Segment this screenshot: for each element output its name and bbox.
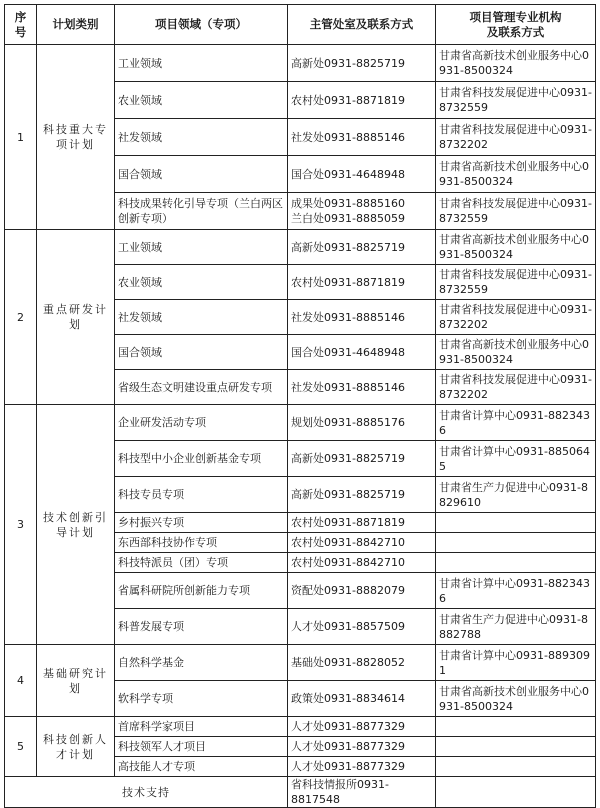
org-cell — [436, 717, 596, 737]
contact-cell: 农村处0931-8871819 — [288, 513, 436, 533]
field-cell: 首席科学家项目 — [115, 717, 288, 737]
group-no: 1 — [5, 45, 37, 230]
contact-cell: 社发处0931-8885146 — [288, 119, 436, 156]
field-cell: 科技型中小企业创新基金专项 — [115, 441, 288, 477]
contact-cell: 资配处0931-8882079 — [288, 573, 436, 609]
org-cell — [436, 737, 596, 757]
org-cell — [436, 553, 596, 573]
table-row — [5, 45, 596, 82]
org-cell: 甘肃省生产力促进中心0931-8882788 — [436, 609, 596, 645]
group-no: 3 — [5, 405, 37, 645]
tech-support-label: 技术支持 — [5, 777, 288, 808]
field-cell: 科技专员专项 — [115, 477, 288, 513]
org-cell: 甘肃省高新技术创业服务中心0931-8500324 — [436, 45, 596, 82]
group-category: 科技创新人才计划 — [37, 717, 115, 777]
contact-cell: 国合处0931-4648948 — [288, 335, 436, 370]
field-cell: 工业领域 — [115, 230, 288, 265]
contact-cell: 人才处0931-8877329 — [288, 757, 436, 777]
org-cell: 甘肃省科技发展促进中心0931-8732202 — [436, 119, 596, 156]
header-field: 项目领域（专项） — [115, 5, 288, 45]
org-cell: 甘肃省科技发展促进中心0931-8732559 — [436, 193, 596, 230]
field-cell: 高技能人才专项 — [115, 757, 288, 777]
org-cell: 甘肃省计算中心0931-8823436 — [436, 573, 596, 609]
org-cell: 甘肃省高新技术创业服务中心0931-8500324 — [436, 230, 596, 265]
field-cell: 社发领域 — [115, 119, 288, 156]
contact-cell: 人才处0931-8877329 — [288, 737, 436, 757]
contact-cell: 基础处0931-8828052 — [288, 645, 436, 681]
group-no: 5 — [5, 717, 37, 777]
contact-cell: 农村处0931-8842710 — [288, 533, 436, 553]
field-cell: 软科学专项 — [115, 681, 288, 717]
field-cell: 农业领域 — [115, 82, 288, 119]
footer-row — [5, 777, 596, 808]
field-cell: 国合领域 — [115, 156, 288, 193]
org-cell: 甘肃省生产力促进中心0931-8829610 — [436, 477, 596, 513]
org-cell: 甘肃省科技发展促进中心0931-8732202 — [436, 370, 596, 405]
field-cell: 科普发展专项 — [115, 609, 288, 645]
table-row — [5, 645, 596, 681]
contact-cell: 高新处0931-8825719 — [288, 45, 436, 82]
field-cell: 社发领域 — [115, 300, 288, 335]
org-cell: 甘肃省科技发展促进中心0931-8732202 — [436, 300, 596, 335]
org-cell — [436, 757, 596, 777]
field-cell: 工业领域 — [115, 45, 288, 82]
group-category: 技术创新引导计划 — [37, 405, 115, 645]
table-row — [5, 230, 596, 265]
contact-cell: 农村处0931-8871819 — [288, 82, 436, 119]
field-cell: 国合领域 — [115, 335, 288, 370]
org-cell: 甘肃省高新技术创业服务中心0931-8500324 — [436, 335, 596, 370]
group-no: 2 — [5, 230, 37, 405]
field-cell: 农业领域 — [115, 265, 288, 300]
contact-cell: 政策处0931-8834614 — [288, 681, 436, 717]
org-cell: 甘肃省科技发展促进中心0931-8732559 — [436, 82, 596, 119]
group-category: 科技重大专项计划 — [37, 45, 115, 230]
group-category: 基础研究计划 — [37, 645, 115, 717]
field-cell: 科技特派员（团）专项 — [115, 553, 288, 573]
org-cell: 甘肃省计算中心0931-8893091 — [436, 645, 596, 681]
contact-cell: 规划处0931-8885176 — [288, 405, 436, 441]
org-cell: 甘肃省计算中心0931-8850645 — [436, 441, 596, 477]
table-row — [5, 717, 596, 737]
contact-cell: 高新处0931-8825719 — [288, 477, 436, 513]
org-cell: 甘肃省计算中心0931-8823436 — [436, 405, 596, 441]
org-cell — [436, 533, 596, 553]
plan-contact-table — [4, 4, 596, 808]
contact-cell: 人才处0931-8857509 — [288, 609, 436, 645]
field-cell: 科技领军人才项目 — [115, 737, 288, 757]
contact-cell: 社发处0931-8885146 — [288, 370, 436, 405]
field-cell: 东西部科技协作专项 — [115, 533, 288, 553]
field-cell: 省属科研院所创新能力专项 — [115, 573, 288, 609]
group-no: 4 — [5, 645, 37, 717]
field-cell: 乡村振兴专项 — [115, 513, 288, 533]
tech-support-contact: 省科技情报所0931-8817548 — [288, 777, 436, 808]
header-category: 计划类别 — [37, 5, 115, 45]
field-cell: 科技成果转化引导专项（兰白两区创新专项） — [115, 193, 288, 230]
header-contact: 主管处室及联系方式 — [288, 5, 436, 45]
contact-cell: 农村处0931-8842710 — [288, 553, 436, 573]
org-cell: 甘肃省高新技术创业服务中心0931-8500324 — [436, 681, 596, 717]
field-cell: 省级生态文明建设重点研发专项 — [115, 370, 288, 405]
contact-cell: 农村处0931-8871819 — [288, 265, 436, 300]
header-org: 项目管理专业机构 及联系方式 — [436, 5, 596, 45]
header-serial-no: 序 号 — [5, 5, 37, 45]
contact-cell: 人才处0931-8877329 — [288, 717, 436, 737]
contact-cell: 高新处0931-8825719 — [288, 441, 436, 477]
tech-support-org — [436, 777, 596, 808]
contact-cell: 成果处0931-8885160 兰白处0931-8885059 — [288, 193, 436, 230]
contact-cell: 国合处0931-4648948 — [288, 156, 436, 193]
table-header-row — [5, 5, 596, 45]
field-cell: 企业研发活动专项 — [115, 405, 288, 441]
contact-cell: 社发处0931-8885146 — [288, 300, 436, 335]
field-cell: 自然科学基金 — [115, 645, 288, 681]
org-cell — [436, 513, 596, 533]
group-category: 重点研发计划 — [37, 230, 115, 405]
contact-cell: 高新处0931-8825719 — [288, 230, 436, 265]
table-row — [5, 405, 596, 441]
org-cell: 甘肃省高新技术创业服务中心0931-8500324 — [436, 156, 596, 193]
org-cell: 甘肃省科技发展促进中心0931-8732559 — [436, 265, 596, 300]
